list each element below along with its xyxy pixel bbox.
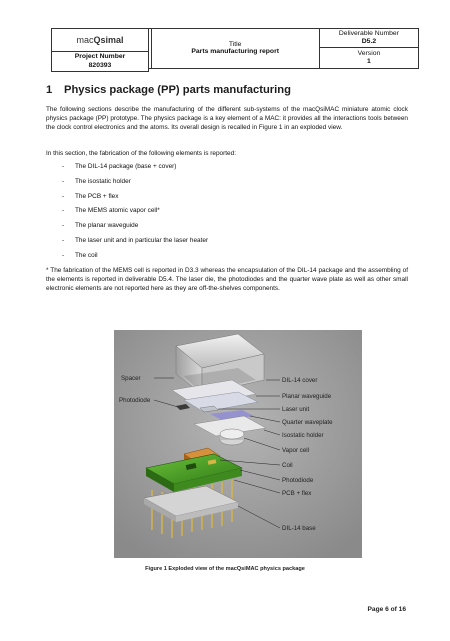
title-value: Parts manufacturing report: [191, 48, 279, 56]
label-isostatic-holder: Isostatic holder: [282, 432, 324, 439]
section-title: Physics package (PP) parts manufacturing: [64, 84, 291, 96]
exploded-view-illustration: [114, 330, 362, 558]
section-number: 1: [46, 84, 53, 96]
project-value: 820393: [88, 61, 112, 69]
intro-paragraph: The following sections describe the manufacturing of the different sub-systems of the macQsiMAC miniature atomic clock physics package (PP) prototype. The physics package is a key element of a MAC: it provides all the interactions tools between the clock control electronics and the atoms. Its overall design is recalled in Figure 1 in an exploded view.: [46, 106, 408, 131]
label-photodiode-left: Photodiode: [119, 397, 151, 404]
label-pcb-flex: PCB + flex: [282, 490, 312, 497]
project-cell: [51, 52, 149, 72]
label-coil: Coil: [282, 462, 293, 469]
project-label: Project Number: [74, 53, 126, 60]
footnote-paragraph: * The fabrication of the MEMS cell is reported in D3.3 whereas the encapsulation of the DIL-14 package and the assembling of the elements is reported in deliverable D5.4. The laser die, the photodiodes and the quarter wave plate as well as other small electronic elements are not reported here as they are off-the-shelves components.: [46, 267, 408, 292]
label-dil14-base: DIL-14 base: [282, 525, 316, 532]
list-intro-paragraph: In this section, the fabrication of the following elements is reported:: [46, 150, 237, 157]
label-vapor-cell: Vapor cell: [282, 447, 310, 454]
title-cell: [151, 29, 319, 69]
figure-caption: Figure 1 Exploded view of the macQsiMAC physics package: [145, 566, 305, 572]
vapor-cell-shape: [220, 429, 244, 445]
exploded-view-figure: [114, 330, 362, 558]
version-cell: [319, 47, 418, 68]
label-dil14-cover: DIL-14 cover: [282, 377, 318, 384]
section-heading: [46, 84, 291, 96]
label-planar-waveguide: Planar waveguide: [282, 393, 332, 400]
logo-text: macQsimal: [76, 35, 124, 45]
deliverable-label: Deliverable Number: [338, 30, 399, 37]
label-spacer: Spacer: [121, 375, 141, 382]
label-quarter-waveplate: Quarter waveplate: [282, 419, 333, 426]
label-photodiode-right: Photodiode: [282, 477, 314, 484]
deliverable-cell: [319, 29, 418, 48]
label-laser-unit: Laser unit: [282, 406, 310, 413]
deliverable-value: D5.2: [361, 37, 377, 45]
logo-cell-cover: [51, 28, 149, 52]
title-label: Title: [228, 40, 242, 48]
version-label: Version: [357, 49, 381, 57]
document-page: Title Parts manufacturing report Deliverable Number D5.2 Version 1 Project Number 820393 macQsimal 1 Physics package (PP) parts manufacturing The following sections describe the manufacturing of the different sub-systems of the macQsiMAC miniature atomic clock physics package (PP) prototype. The physics package is a key element of a MAC: it provides all the interactions tools between the clock control electronics and the atoms. Its overall design is recalled in Figure 1 in an exploded view. In this section, the fabrication of the following elements is reported: - The DIL-14 package (base + cover) - The isostatic holder - The PCB + flex - The MEMS atomic vapor cell* - The planar waveguide - The laser unit and in particular the laser heater - The coil * The fabrication of the MEMS cell is reported in D3.3 whereas the encapsulation of the DIL-14 package and the assembling of the elements is reported in deliverable D5.4. The laser die, the photodiodes and the quarter wave plate as well as other small electronic elements are not reported here as they are off-the-shelves components. Spacer DIL-14 cover Photodiode Planar waveguide Laser unit Quarter waveplate Isostatic holder Vapor cell Coil Photodiode PCB + flex DIL-14 base Figure 1 Exploded view of the macQsiMAC physics package Page 6 of 16: [0, 0, 450, 641]
page-number: Page 6 of 16: [367, 606, 406, 613]
version-value: 1: [367, 57, 371, 65]
